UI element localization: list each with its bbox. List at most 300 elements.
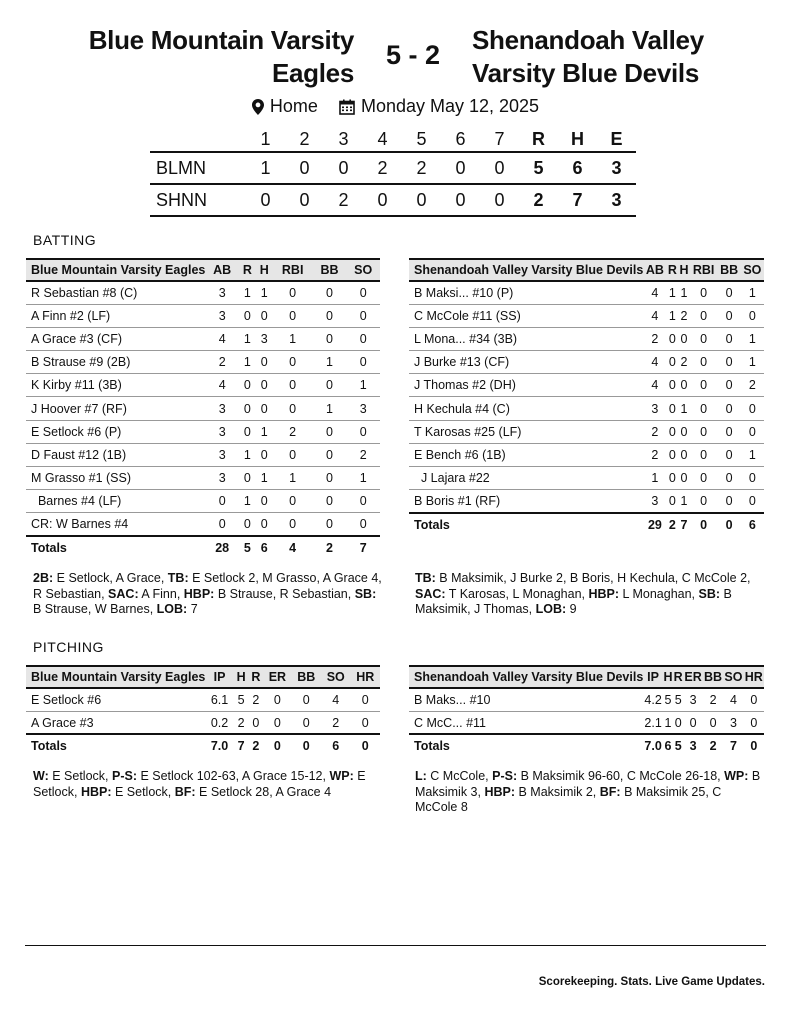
map-pin-icon — [252, 99, 264, 115]
linescore-header-1: 1 — [260, 129, 271, 149]
linescore-header-6: 6 — [455, 129, 466, 149]
stat-header-row — [26, 666, 380, 688]
stat-cell-so: 7 — [723, 734, 743, 757]
linescore-runs: 2 — [533, 189, 544, 210]
player-row — [26, 281, 380, 304]
column-header-h: H — [234, 666, 249, 688]
stat-cell-so: 1 — [346, 467, 380, 490]
column-header-so: SO — [741, 259, 764, 281]
stat-cell-ab: 2 — [205, 351, 239, 374]
player-name: J Burke #13 (CF) — [409, 351, 643, 374]
stat-cell-rbi: 0 — [690, 351, 718, 374]
stat-cell-rbi: 2 — [273, 420, 313, 443]
stat-cell-rbi: 0 — [690, 397, 718, 420]
stat-cell-h: 2 — [678, 304, 690, 327]
stat-cell-rbi: 1 — [273, 327, 313, 350]
stat-cell-ip: 2.1 — [643, 711, 663, 734]
stat-cell-hr: 0 — [350, 734, 380, 757]
column-header-ab: AB — [205, 259, 239, 281]
stat-cell-so: 0 — [741, 490, 764, 513]
note-text: L Monaghan, — [619, 586, 699, 601]
stat-cell-so: 1 — [346, 374, 380, 397]
stat-cell-rbi: 0 — [690, 513, 718, 536]
player-row — [409, 327, 764, 350]
stat-cell-so: 2 — [741, 374, 764, 397]
stat-cell-hr: 0 — [744, 734, 764, 757]
stat-cell-h: 0 — [256, 351, 273, 374]
player-row — [409, 374, 764, 397]
home-team-line2: Eagles — [271, 58, 354, 88]
stat-cell-so: 0 — [346, 420, 380, 443]
stat-cell-so: 0 — [741, 304, 764, 327]
note-label: SB: — [354, 586, 377, 601]
stat-cell-r: 0 — [667, 490, 679, 513]
stat-cell-bb: 0 — [292, 711, 321, 734]
column-header-ip: IP — [205, 666, 233, 688]
note-text: B Maksimik 2, — [515, 784, 600, 799]
linescore-runs: 5 — [533, 157, 544, 178]
stat-cell-ab: 3 — [205, 304, 239, 327]
stat-cell-ab: 1 — [643, 467, 666, 490]
stat-cell-h: 0 — [678, 327, 690, 350]
stat-cell-rbi: 0 — [273, 351, 313, 374]
batting-table-home — [26, 258, 380, 559]
note-label: LOB: — [156, 602, 188, 616]
stat-cell-r: 0 — [239, 420, 256, 443]
stat-cell-so: 6 — [741, 513, 764, 536]
player-name: K Kirby #11 (3B) — [26, 374, 205, 397]
player-row — [26, 327, 380, 350]
player-row — [409, 397, 764, 420]
linescore-cell: 0 — [494, 189, 505, 210]
column-header-h: H — [678, 259, 690, 281]
note-label: P-S: — [111, 769, 137, 783]
stat-cell-ab: 3 — [205, 420, 239, 443]
player-name: B Boris #1 (RF) — [409, 490, 643, 513]
stat-cell-so: 1 — [741, 351, 764, 374]
batting-notes-home — [33, 571, 386, 618]
date-label: Monday May 12, 2025 — [360, 96, 540, 116]
stat-cell-ab: 0 — [205, 490, 239, 513]
player-row — [26, 374, 380, 397]
stat-cell-so: 0 — [346, 304, 380, 327]
player-name: J Thomas #2 (DH) — [409, 374, 643, 397]
stat-cell-r: 1 — [667, 281, 679, 304]
stat-cell-h: 1 — [678, 281, 690, 304]
stat-cell-so: 0 — [741, 467, 764, 490]
player-row — [26, 688, 380, 711]
linescore-errors: 3 — [611, 189, 622, 210]
totals-row — [26, 734, 380, 757]
linescore-row-home — [150, 152, 636, 184]
stat-cell-bb: 0 — [717, 467, 740, 490]
linescore-hits: 7 — [572, 189, 583, 210]
player-name: J Lajara #22 — [409, 467, 643, 490]
stat-cell-bb: 0 — [717, 513, 740, 536]
stat-cell-hr: 0 — [350, 688, 380, 711]
totals-row — [409, 513, 764, 536]
stat-cell-h: 1 — [256, 420, 273, 443]
note-label: HBP: — [183, 586, 215, 601]
column-header-bb: BB — [717, 259, 740, 281]
player-name: C McC... #11 — [409, 711, 643, 734]
stat-cell-bb: 0 — [313, 420, 347, 443]
stat-cell-ab: 28 — [205, 536, 239, 559]
linescore-cell: 0 — [338, 157, 349, 178]
linescore-cell: 2 — [377, 157, 388, 178]
note-text: E Setlock 2, M Grasso, A Grace 4, R Sebastian, — [33, 571, 386, 601]
stat-cell-er: 0 — [263, 734, 291, 757]
stat-cell-rbi: 0 — [690, 327, 718, 350]
linescore-header-2: 2 — [299, 129, 310, 149]
stat-cell-h: 6 — [663, 734, 673, 757]
note-label: TB: — [415, 571, 436, 585]
player-name: B Maksi... #10 (P) — [409, 281, 643, 304]
player-row — [409, 443, 764, 466]
stat-cell-ab: 3 — [205, 397, 239, 420]
stat-header-row — [409, 666, 764, 688]
linescore-cell: 2 — [338, 189, 349, 210]
player-name: E Bench #6 (1B) — [409, 443, 643, 466]
location-label: Home — [269, 96, 318, 116]
column-header-so: SO — [321, 666, 350, 688]
game-location — [252, 96, 318, 117]
stat-cell-bb: 0 — [717, 443, 740, 466]
totals-label: Totals — [26, 734, 205, 757]
stat-cell-r: 1 — [239, 281, 256, 304]
column-header-r: R — [239, 259, 256, 281]
stat-cell-er: 0 — [683, 711, 703, 734]
stat-cell-r: 1 — [239, 443, 256, 466]
player-name: L Mona... #34 (3B) — [409, 327, 643, 350]
note-label: L: — [415, 769, 427, 783]
stat-cell-so: 3 — [346, 397, 380, 420]
stat-cell-bb: 0 — [292, 734, 321, 757]
stat-cell-so: 0 — [346, 327, 380, 350]
note-text: B Maksimik 3, — [415, 769, 764, 799]
stat-cell-ip: 6.1 — [205, 688, 233, 711]
game-meta — [0, 96, 791, 120]
stat-cell-ip: 4.2 — [643, 688, 663, 711]
stat-cell-rbi: 0 — [690, 374, 718, 397]
linescore-cell: 0 — [260, 189, 271, 210]
linescore-header-7: 7 — [494, 129, 505, 149]
stat-cell-so: 0 — [346, 281, 380, 304]
player-row — [409, 420, 764, 443]
stat-cell-r: 0 — [667, 443, 679, 466]
stat-cell-r: 5 — [673, 734, 683, 757]
away-team-line1: Shenandoah Valley — [472, 25, 704, 55]
footer-divider — [25, 945, 766, 946]
note-label: WP: — [329, 769, 354, 783]
stat-cell-r: 0 — [239, 397, 256, 420]
stat-cell-bb: 0 — [313, 490, 347, 513]
player-row — [26, 711, 380, 734]
stat-cell-h: 1 — [678, 490, 690, 513]
stat-cell-r: 0 — [239, 374, 256, 397]
stat-cell-h: 1 — [663, 711, 673, 734]
linescore-header-e: E — [610, 129, 623, 149]
pitching-notes-away — [415, 769, 765, 816]
stat-cell-h: 7 — [234, 734, 249, 757]
stat-cell-ab: 2 — [643, 420, 666, 443]
stat-cell-rbi: 0 — [690, 420, 718, 443]
note-text: E Setlock 102-63, A Grace 15-12, — [136, 769, 330, 783]
stat-cell-so: 6 — [321, 734, 350, 757]
stat-cell-r: 0 — [239, 513, 256, 536]
stat-header-row — [26, 259, 380, 281]
player-row — [409, 688, 764, 711]
stat-cell-h: 7 — [678, 513, 690, 536]
column-header-er: ER — [683, 666, 703, 688]
linescore-table — [150, 128, 636, 217]
stat-cell-er: 0 — [263, 711, 291, 734]
pitching-table-away — [409, 665, 764, 758]
away-team-line2: Varsity Blue Devils — [472, 58, 699, 88]
stat-cell-bb: 0 — [717, 374, 740, 397]
column-header-rbi: RBI — [690, 259, 718, 281]
stat-cell-bb: 0 — [717, 490, 740, 513]
note-text: C McCole, — [426, 769, 493, 783]
stat-cell-ip: 7.0 — [643, 734, 663, 757]
stat-cell-so: 0 — [346, 490, 380, 513]
stat-cell-rbi: 0 — [273, 513, 313, 536]
stat-cell-h: 1 — [256, 281, 273, 304]
stat-cell-ab: 3 — [205, 443, 239, 466]
stat-cell-ip: 0.2 — [205, 711, 233, 734]
stat-cell-bb: 0 — [717, 397, 740, 420]
linescore-cell: 1 — [260, 157, 271, 178]
note-label: WP: — [724, 769, 749, 783]
linescore-row-away — [150, 184, 636, 216]
linescore-header-row — [150, 128, 636, 152]
calendar-icon — [339, 99, 355, 115]
column-header-h: H — [256, 259, 273, 281]
stat-cell-bb: 1 — [313, 397, 347, 420]
stat-cell-r: 5 — [673, 688, 683, 711]
note-text: B Strause, W Barnes, — [33, 586, 380, 616]
player-name: Barnes #4 (LF) — [26, 490, 205, 513]
note-text: B Strause, R Sebastian, — [214, 586, 355, 601]
column-header-h: H — [663, 666, 673, 688]
player-name: CR: W Barnes #4 — [26, 513, 205, 536]
note-label: HBP: — [80, 784, 112, 799]
stat-cell-so: 1 — [741, 443, 764, 466]
stat-cell-bb: 0 — [313, 327, 347, 350]
stat-cell-h: 5 — [663, 688, 673, 711]
stat-cell-r: 5 — [239, 536, 256, 559]
column-header-er: ER — [263, 666, 291, 688]
note-label: W: — [33, 769, 49, 783]
stat-cell-bb: 2 — [313, 536, 347, 559]
stat-cell-r: 1 — [667, 304, 679, 327]
stat-cell-bb: 0 — [313, 513, 347, 536]
player-name: D Faust #12 (1B) — [26, 443, 205, 466]
stat-cell-h: 0 — [256, 490, 273, 513]
linescore-header-team — [150, 128, 246, 152]
note-text: E Setlock, — [48, 769, 112, 783]
stat-cell-bb: 0 — [717, 351, 740, 374]
note-label: LOB: — [535, 602, 567, 616]
linescore-cell: 0 — [455, 189, 466, 210]
stat-cell-h: 2 — [678, 351, 690, 374]
stat-cell-r: 2 — [248, 688, 263, 711]
player-name: A Finn #2 (LF) — [26, 304, 205, 327]
stat-cell-rbi: 0 — [690, 467, 718, 490]
stat-cell-bb: 0 — [292, 688, 321, 711]
player-row — [409, 467, 764, 490]
stat-cell-ab: 2 — [643, 327, 666, 350]
game-date — [339, 96, 539, 117]
stat-cell-bb: 1 — [313, 351, 347, 374]
player-name: H Kechula #4 (C) — [409, 397, 643, 420]
stat-cell-bb: 0 — [717, 420, 740, 443]
column-header-hr: HR — [744, 666, 764, 688]
pitching-table-home — [26, 665, 380, 758]
player-row — [409, 304, 764, 327]
stat-cell-hr: 0 — [744, 711, 764, 734]
stat-cell-bb: 0 — [313, 467, 347, 490]
stat-cell-so: 2 — [346, 443, 380, 466]
column-header-ip: IP — [643, 666, 663, 688]
player-name: E Setlock #6 (P) — [26, 420, 205, 443]
stat-cell-rbi: 1 — [273, 467, 313, 490]
column-header-r: R — [673, 666, 683, 688]
stat-cell-so: 0 — [346, 513, 380, 536]
note-text: E Setlock, — [111, 784, 175, 799]
linescore-cell: 0 — [299, 189, 310, 210]
stat-cell-r: 0 — [667, 420, 679, 443]
stat-cell-r: 0 — [239, 467, 256, 490]
team-header: Blue Mountain Varsity Eagles — [26, 666, 205, 688]
linescore-team: SHNN — [156, 189, 208, 210]
note-label: SB: — [698, 586, 721, 601]
stat-cell-er: 0 — [263, 688, 291, 711]
stat-cell-bb: 0 — [313, 374, 347, 397]
player-row — [409, 281, 764, 304]
stat-cell-h: 0 — [256, 374, 273, 397]
stat-cell-ab: 4 — [643, 304, 666, 327]
stat-cell-rbi: 0 — [273, 374, 313, 397]
stat-cell-h: 0 — [678, 467, 690, 490]
stat-cell-rbi: 0 — [273, 490, 313, 513]
game-header — [0, 24, 791, 96]
note-text: E Setlock, — [33, 769, 370, 799]
stat-cell-r: 0 — [667, 397, 679, 420]
note-label: 2B: — [33, 571, 54, 585]
stat-cell-h: 3 — [256, 327, 273, 350]
note-label: BF: — [599, 784, 621, 799]
stat-cell-bb: 0 — [313, 443, 347, 466]
note-text: A Finn, — [138, 586, 184, 601]
stat-cell-bb: 0 — [703, 711, 723, 734]
stat-cell-rbi: 0 — [273, 281, 313, 304]
linescore-cell: 2 — [416, 157, 427, 178]
stat-cell-rbi: 0 — [273, 443, 313, 466]
stat-cell-ab: 4 — [643, 351, 666, 374]
player-row — [26, 467, 380, 490]
stat-cell-rbi: 0 — [273, 397, 313, 420]
totals-row — [409, 734, 764, 757]
column-header-bb: BB — [292, 666, 321, 688]
player-row — [409, 711, 764, 734]
note-label: BF: — [174, 784, 196, 799]
player-name: A Grace #3 — [26, 711, 205, 734]
player-row — [26, 490, 380, 513]
linescore-header-3: 3 — [338, 129, 349, 149]
footer-tagline: Scorekeeping. Stats. Live Game Updates. — [538, 976, 765, 988]
stat-cell-ab: 2 — [643, 443, 666, 466]
home-team-name — [40, 24, 354, 90]
note-text: E Setlock 28, A Grace 4 — [195, 784, 332, 799]
note-label: P-S: — [492, 769, 518, 783]
player-row — [26, 351, 380, 374]
stat-cell-h: 1 — [256, 467, 273, 490]
player-name: A Grace #3 (CF) — [26, 327, 205, 350]
stat-cell-hr: 0 — [744, 688, 764, 711]
stat-cell-ip: 7.0 — [205, 734, 233, 757]
stat-cell-ab: 29 — [643, 513, 666, 536]
stat-cell-r: 0 — [673, 711, 683, 734]
stat-cell-so: 3 — [723, 711, 743, 734]
note-label: HBP: — [484, 784, 516, 799]
stat-cell-bb: 0 — [313, 304, 347, 327]
totals-label: Totals — [409, 513, 643, 536]
pitching-section-title: PITCHING — [33, 639, 104, 655]
stat-cell-h: 1 — [678, 397, 690, 420]
home-team-line1: Blue Mountain Varsity — [88, 25, 354, 55]
note-label: SAC: — [415, 586, 446, 601]
totals-label: Totals — [409, 734, 643, 757]
stat-cell-so: 0 — [741, 420, 764, 443]
stat-cell-rbi: 0 — [690, 281, 718, 304]
team-header: Blue Mountain Varsity Eagles — [26, 259, 205, 281]
stat-cell-so: 4 — [723, 688, 743, 711]
stat-cell-h: 0 — [256, 443, 273, 466]
stat-cell-r: 1 — [239, 490, 256, 513]
player-name: T Karosas #25 (LF) — [409, 420, 643, 443]
stat-cell-er: 3 — [683, 688, 703, 711]
linescore-cell: 0 — [299, 157, 310, 178]
player-row — [26, 397, 380, 420]
player-row — [26, 420, 380, 443]
player-name: B Strause #9 (2B) — [26, 351, 205, 374]
stat-cell-h: 0 — [256, 513, 273, 536]
stat-cell-r: 0 — [239, 304, 256, 327]
stat-cell-hr: 0 — [350, 711, 380, 734]
stat-cell-er: 3 — [683, 734, 703, 757]
linescore-header-5: 5 — [416, 129, 427, 149]
stat-cell-r: 2 — [248, 734, 263, 757]
stat-cell-so: 2 — [321, 711, 350, 734]
stat-cell-bb: 0 — [717, 304, 740, 327]
batting-table-away — [409, 258, 764, 536]
stat-cell-so: 0 — [741, 397, 764, 420]
stat-cell-ab: 4 — [205, 327, 239, 350]
stat-cell-ab: 0 — [205, 513, 239, 536]
stat-cell-r: 0 — [667, 374, 679, 397]
linescore-cell: 0 — [377, 189, 388, 210]
stat-cell-bb: 2 — [703, 734, 723, 757]
batting-notes-away — [415, 571, 765, 618]
stat-cell-h: 0 — [678, 374, 690, 397]
linescore-team: BLMN — [156, 157, 207, 178]
player-name: R Sebastian #8 (C) — [26, 281, 205, 304]
column-header-hr: HR — [350, 666, 380, 688]
pitching-notes-home — [33, 769, 383, 800]
linescore-header-r: R — [532, 129, 545, 149]
team-header: Shenandoah Valley Varsity Blue Devils — [409, 259, 643, 281]
